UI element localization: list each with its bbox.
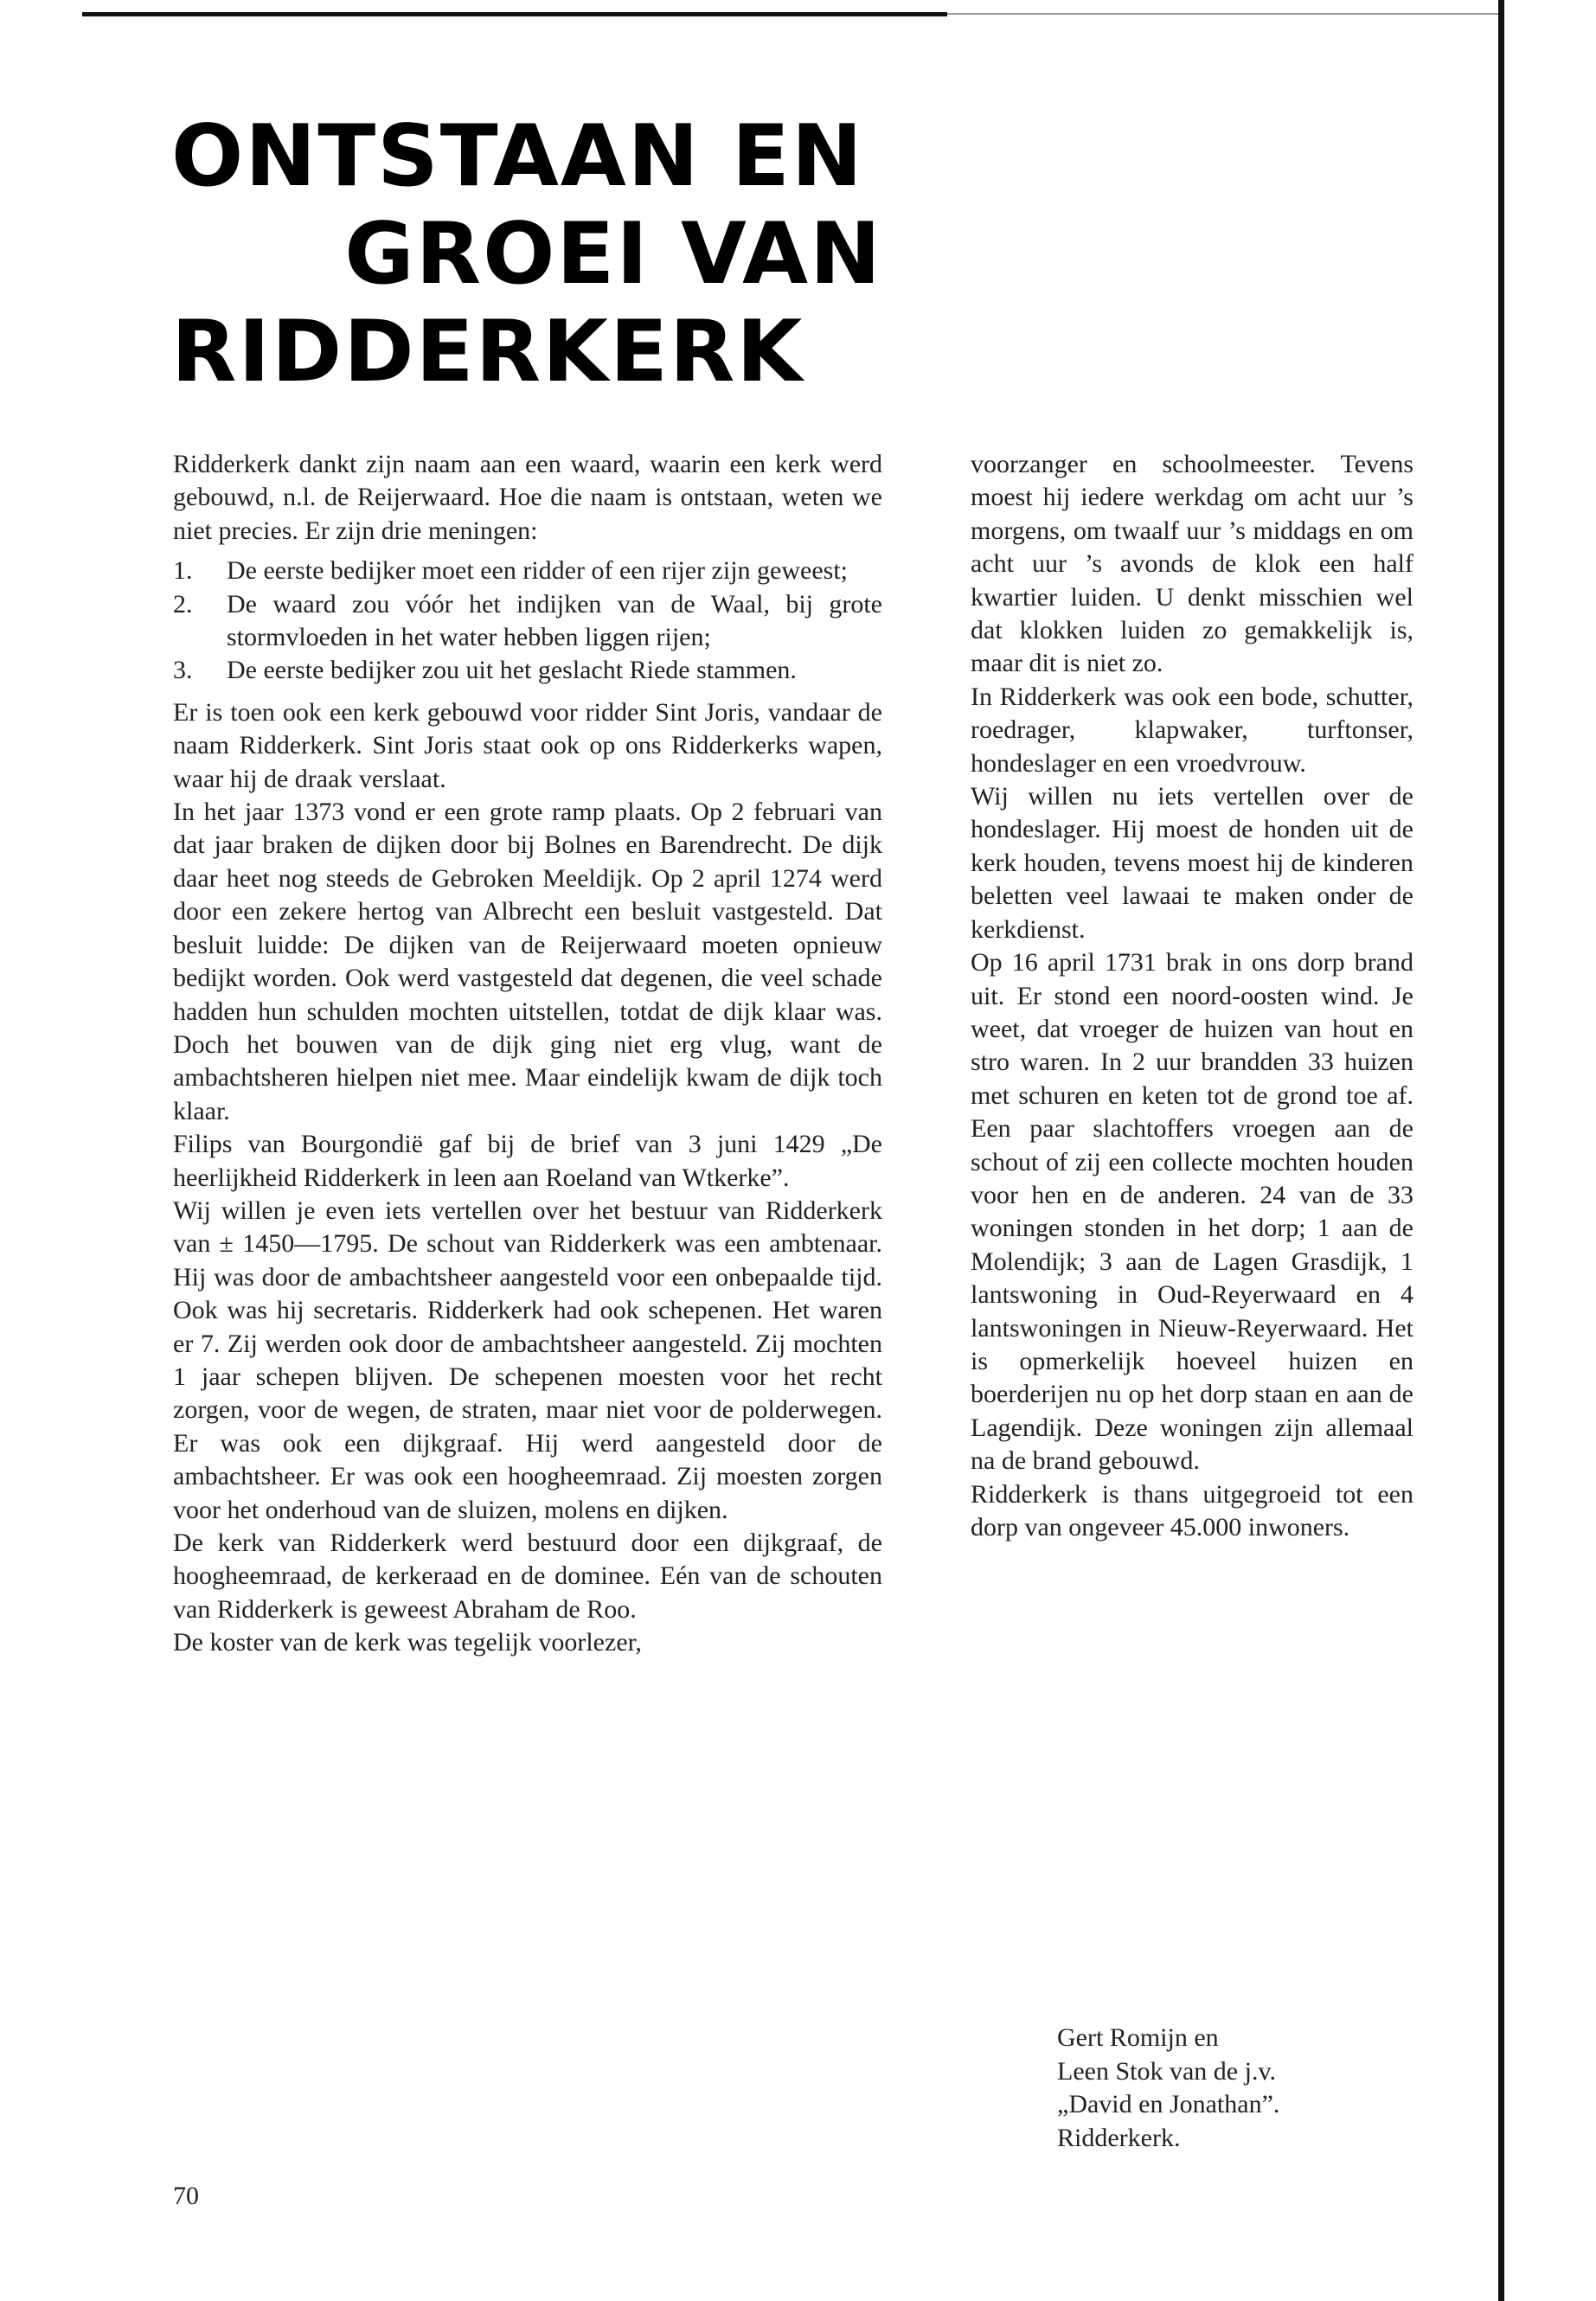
list-item-number: 1. (173, 556, 193, 586)
signature-line-4: Ridderkerk. (1057, 2123, 1181, 2152)
author-signature (1057, 2022, 1420, 2155)
left-column (173, 448, 882, 1660)
paragraph-bode: In Ridderkerk was ook een bode, schutter, roedrager, klapwaker, turftonser, hondeslager en een vroedvrouw. (971, 682, 1413, 778)
paragraph-kerk: De kerk van Ridderkerk werd bestuurd door een dijkgraaf, de hoogheemraad, de kerkeraad en de dominee. Eén van de schouten van Ridderkerk is geweest Abraham de Roo. (173, 1529, 882, 1624)
title-line-1: ONTSTAAN EN (171, 107, 864, 206)
paragraph-sint-joris: Er is toen ook een kerk gebouwd voor ridder Sint Joris, vandaar de naam Ridderkerk. Sint Joris staat ook op ons Ridderkerks wapen, waar hij de draak verslaat. (173, 697, 882, 793)
signature-line-1: Gert Romijn en (1057, 2023, 1219, 2052)
paragraph-brand-1731: Op 16 april 1731 brak in ons dorp brand uit. Er stond een noord-oosten wind. Je weet, dat vroeger de huizen van hout en stro waren. In 2 uur brandden 33 huizen met schuren en keten tot de grond toe af. Een paar slachtoffers vroegen aan de schout of zij een collecte mochten houden voor hen en de anderen. 24 van de 33 woningen stonden in het dorp; 1 aan de Molendijk; 3 aan de Lagen Grasdijk, 1 lantswoning in Oud-Reyerwaard en 4 lantswoningen in Nieuw-Reyerwaard. Het is opmerkelijk hoeveel huizen en boerderijen nu op het dorp staan en aan de Lagendijk. Deze woningen zijn allemaal na de brand gebouwd. (971, 948, 1413, 1476)
paragraph-koster: De koster van de kerk was tegelijk voorlezer, (173, 1628, 642, 1657)
list-item (173, 654, 882, 687)
title-line-2: GROEI VAN (344, 205, 882, 304)
opinions-list (173, 554, 882, 688)
page-number: 70 (173, 2182, 199, 2210)
top-rule (82, 12, 947, 16)
list-item (173, 554, 882, 587)
list-item-text: De waard zou vóór het indijken van de Waal, bij grote stormvloeden in het water hebben liggen rijen; (227, 589, 882, 652)
title-line-3: RIDDERKERK (171, 303, 804, 401)
paragraph-voorzanger: voorzanger en schoolmeester. Tevens moest hij iedere werkdag om acht uur ’s morgens, om twaalf uur ’s middags en om acht uur ’s avonds de klok een half kwartier luiden. U denkt misschien wel dat klokken luiden zo gemakkelijk is, maar dit is niet zo. (971, 450, 1413, 678)
top-rule-thin (947, 13, 1501, 15)
right-column (971, 448, 1413, 1544)
paragraph-inwoners: Ridderkerk is thans uitgegroeid tot een dorp van ongeveer 45.000 inwoners. (971, 1479, 1413, 1541)
intro-paragraph: Ridderkerk dankt zijn naam aan een waard, waarin een kerk werd gebouwd, n.l. de Reijerwaard. Hoe die naam is ontstaan, weten we niet precies. Er zijn drie meningen: (173, 450, 882, 545)
signature-line-2: Leen Stok van de j.v. (1057, 2056, 1276, 2086)
list-item (173, 588, 882, 655)
paragraph-ramp-1373: In het jaar 1373 vond er een grote ramp plaats. Op 2 februari van dat jaar braken de dijken door bij Bolnes en Barendrecht. De dijk daar heet nog steeds de Gebroken Meeldijk. Op 2 april 1274 werd door een zekere hertog van Albrecht een besluit vastgesteld. Dat besluit luidde: De dijken van de Reijerwaard moeten opnieuw bedijkt worden. Ook werd vastgesteld dat degenen, die veel schade hadden hun schulden mochten uitstellen, totdat de dijk klaar was. Doch het bouwen van de dijk ging niet erg vlug, want de ambachtsheren hielpen niet mee. Maar eindelijk kwam de dijk toch klaar. (173, 798, 882, 1125)
right-edge-rule (1498, 0, 1504, 2301)
article-title (171, 108, 889, 401)
list-item-text: De eerste bedijker moet een ridder of een rijer zijn geweest; (227, 556, 848, 586)
signature-line-3: „David en Jonathan”. (1057, 2090, 1280, 2118)
paragraph-filips: Filips van Bourgondië gaf bij de brief van 3 juni 1429 „De heerlijkheid Ridderkerk in leen aan Roeland van Wtkerke”. (173, 1130, 882, 1192)
list-item-text: De eerste bedijker zou uit het geslacht Riede stammen. (227, 656, 797, 685)
paragraph-hondeslager: Wij willen nu iets vertellen over de hondeslager. Hij moest de honden uit de kerk houden, tevens moest hij de kinderen beletten veel lawaai te maken onder de kerkdienst. (971, 782, 1413, 944)
list-item-number: 3. (173, 656, 193, 685)
paragraph-bestuur: Wij willen je even iets vertellen over het bestuur van Ridderkerk van ± 1450—1795. De schout van Ridderkerk was een ambtenaar. Hij was door de ambachtsheer aangesteld voor een onbepaalde tijd. Ook was hij secretaris. Ridderkerk had ook schepenen. Het waren er 7. Zij werden ook door de ambachtsheer aangesteld. Zij mochten 1 jaar schepen blijven. De schepenen moesten voor het recht zorgen, voor de wegen, de straten, maar niet voor de polderwegen. Er was ook een dijkgraaf. Hij werd aangesteld door de ambachtsheer. Er was ook een hoogheemraad. Zij moesten zorgen voor het onderhoud van de sluizen, molens en dijken. (173, 1195, 882, 1524)
list-item-number: 2. (173, 589, 193, 619)
